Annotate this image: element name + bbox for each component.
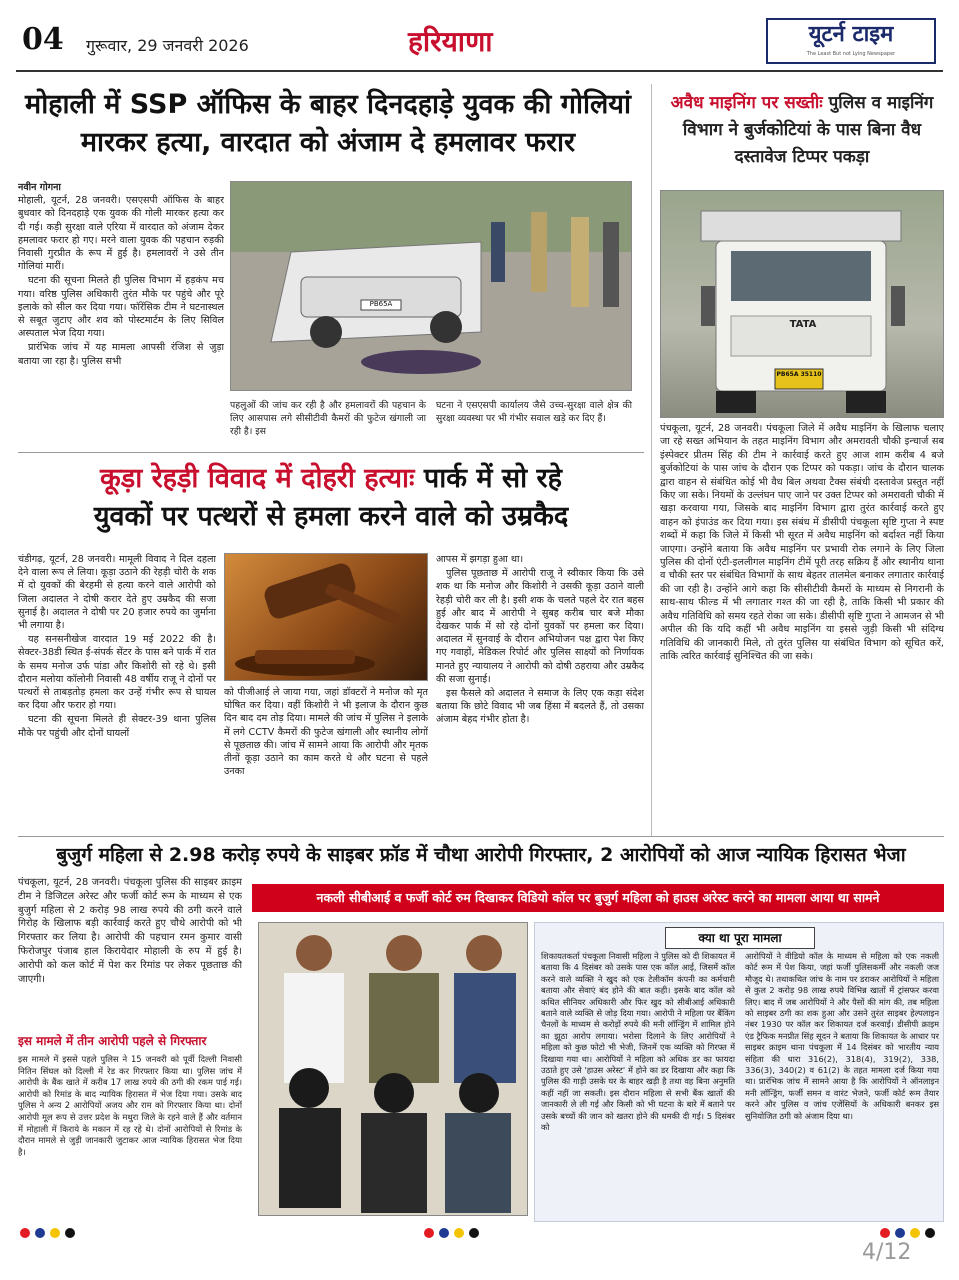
logo-text: यूटर्न टाइम xyxy=(808,22,894,47)
story1-caption-col3: घटना ने एसएसपी कार्यालय जैसे उच्च-सुरक्षा वाले क्षेत्र की सुरक्षा व्यवस्था पर भी गंभीर सवाल खड़े कर दिए हैं। xyxy=(436,400,632,424)
story2-headline-black1: पार्क में सो रहे xyxy=(423,463,562,494)
story3-headline xyxy=(660,90,944,171)
case-details-paragraph: शिकायतकर्ता पंचकूला निवासी महिला ने पुलिस को दी शिकायत में बताया कि 4 दिसंबर को उसके पास एक कॉल आई, जिसमें कॉल करने वाले व्यक्ति ने खुद को एक टेलीकॉम कंपनी का कर्मचारी बताया और सेवाएं बंद होने की बात कही। इसके बाद कॉल को कथित सीनियर अधिकारी और फिर खुद को सीबीआई अधिकारी बताने वाले व्यक्ति से जोड़ दिया गया। आरोपी ने महिला पर बैंकिंग चैनलों के माध्यम से करोड़ों रुपये की मनी लॉन्ड्रिंग में शामिल होने का झूठा आरोप लगाया। भरोसा दिलाने के लिए आरोपियों ने महिला को कुछ फोटो भी भेजी, जिनमें एक व्यक्ति को गिरफ्त में दिखाया गया था। आरोपियों ने महिला को अधिक डर का फायदा उठाते हुए उसे 'हाउस अरेस्ट' में होने का डर दिखाया और कहा कि पुलिस की गाड़ी उसके घर के बाहर खड़ी है तथा वह बिना अनुमति कहीं नहीं जा सकती। इस दौरान महिला से सभी बैंक खातों की जानकारी ले ली गई और किसी को भी घटना के बारे में बताने पर उसके बच्चों की जान को खतरा होने की धमकी दी गई। 5 दिसंबर को xyxy=(541,951,735,1133)
story1-paragraph: मोहाली, यूटर्न, 28 जनवरी। एसएसपी ऑफिस के बाहर बुधवार को दिनदहाड़े एक युवक की गोली मारकर हत्या कर दी गई। कड़ी सुरक्षा वाले एरिया में वारदात को अंजाम देकर हमलावर फरार हो गए। मरने वाला युवक की पहचान रुड़की निवासी गुरप्रीत के रूप में हुई है। हमलावरों ने उसे तीन गोलियां मारीं। xyxy=(18,195,224,273)
story3-body xyxy=(660,422,944,832)
truck-plate: PB65A 35110 xyxy=(776,371,822,378)
story2-paragraph: को पीजीआई ले जाया गया, जहां डॉक्टरों ने मनोज को मृत घोषित कर दिया। वहीं किशोरी ने भी इलाज के दौरान कुछ दिन बाद दम तोड़ दिया। मामले की जांच में पुलिस ने इलाके में लगे CCTV कैमरों की फुटेज खंगाली और स्थानीय लोगों से पूछताछ की। जांच में सामने आया कि आरोपी और मृतक तीनों कूड़ा उठाने का काम करते थे और घटना से पहले उनका xyxy=(224,687,428,778)
color-dot xyxy=(50,1228,60,1238)
story1-caption-col2: पहलुओं की जांच कर रही है और हमलावरों की पहचान के लिए आसपास लगे सीसीटीवी कैमरों की फुटेज खंगाली जा रही है। इस xyxy=(230,400,426,437)
section-title: हरियाणा xyxy=(408,25,493,58)
page-indicator[interactable]: 4/12 xyxy=(862,1240,912,1265)
footer-dots-right xyxy=(880,1228,935,1238)
story3-bottom-rule xyxy=(18,836,944,837)
story4-lead xyxy=(18,876,242,1026)
story2-paragraph: चंडीगढ़, यूटर्न, 28 जनवरी। मामूली विवाद ने दिल दहला देने वाला रूप ले लिया। कूड़ा उठाने की रेहड़ी चोरी के शक में दो युवकों की बेरहमी से हत्या करने वाले आरोपी को जिला अदालत ने दोषी करार देते हुए उम्रकैद की सजा सुनाई है। अदालत ने दोषी पर 20 हजार रुपये का जुर्माना भी लगाया है। xyxy=(18,554,216,632)
story4-headline: बुजुर्ग महिला से 2.98 करोड़ रुपये के साइबर फ्रॉड में चौथा आरोपी गिरफ्तार, 2 आरोपियों को आज न्यायिक हिरासत भेजा xyxy=(56,844,906,866)
car-number-plate: PB65A xyxy=(369,300,393,308)
story4-sub-paragraph: इस मामले में इससे पहले पुलिस ने 15 जनवरी को पूर्वी दिल्ली निवासी नितिन सिंघल को दिल्ली में रेड कर गिरफ्तार किया था। पुलिस जांच में आरोपी के बैंक खाते में करीब 17 लाख रुपये की ठगी की रकम पाई गई। आरोपी को रिमांड के बाद न्यायिक हिरासत में भेज दिया गया। उसके बाद पुलिस ने अन्य 2 आरोपियों अजय और राम को गिरफ्तार किया था। दोनों आरोपी मूल रूप से उत्तर प्रदेश के मथुरा जिले के रहने वाले हैं और वर्तमान में मोहाली में किराये के मकान में रह रहे थे। दोनों आरोपियों से रिमांड के दौरान मामले से जुड़ी जानकारी जुटाकर आज न्यायिक हिरासत भेज दिया है। xyxy=(18,1054,242,1157)
color-dot xyxy=(35,1228,45,1238)
story1-byline: नवीन गोगना xyxy=(18,182,61,193)
masthead-rule xyxy=(16,70,943,72)
color-dot xyxy=(439,1228,449,1238)
story2-paragraph: आपस में झगड़ा हुआ था। xyxy=(436,554,524,565)
footer-dots-left xyxy=(20,1228,75,1238)
story1-crime-scene-photo xyxy=(230,181,632,391)
color-dot xyxy=(895,1228,905,1238)
truck-illustration xyxy=(661,191,944,418)
story3-paragraph: पंचकूला, यूटर्न, 28 जनवरी। पंचकूला जिले में अवैध माइनिंग के खिलाफ चलाए जा रहे सख्त अभियान के तहत माइनिंग विभाग और अमरावती चौकी इन्चार्ज सब इंस्पेक्टर प्रीतम सिंह की टीम ने कार्रवाई करते हुए आज शाम करीब 4 बजे बुर्जकोटियां के पास जांच के दौरान एक टिप्पर को पकड़ा। जांच के दौरान चालक द्वारा वाहन से संबंधित कोई भी वैध बिल अथवा टैक्स संबंधी दस्तावेज प्रस्तुत नहीं किए जा सके। नियमों के उल्लंघन पाए जाने पर उक्त टिप्पर को अमरावती चौकी में खड़ा करवाया गया, जिसके बाद माइनिंग विभाग द्वारा तुरंत कार्रवाई करते हुए वाहन को इंपाउंड कर दिया गया। इस संबंध में डीसीपी पंचकूला सृष्टि गुप्ता ने स्पष्ट शब्दों में कहा कि जिले में किसी भी सूरत में अवैध माइनिंग को बर्दाश्त नहीं किया जाएगा। उन्होंने बताया कि अवैध माइनिंग पर प्रभावी रोक लगाने के लिए जिला पुलिस की दोनों एंटी-इललीगल माइनिंग टीमें पूरी तरह सक्रिय हैं और स्थानीय थाना व चौकी स्तर पर संबंधित विभागों के साथ बेहतर तालमेल बनाकर लगातार कार्रवाई की जा रही है। उन्होंने आगे कहा कि सीसीटीवी कैमरों के माध्यम से निगरानी के साथ-साथ फील्ड में भी लगातार गश्त की जा रही है, ताकि किसी भी प्रकार की अवैध गतिविधि को समय रहते रोका जा सके। डीसीपी सृष्टि गुप्ता ने आमजन से भी अपील की कि यदि कहीं भी अवैध माइनिंग या इससे जुड़ी किसी भी संदिग्ध गतिविधि की जानकारी मिले, तो तुरंत पुलिस या संबंधित विभाग को सूचित करें, ताकि त्वरित कार्रवाई सुनिश्चित की जा सके। xyxy=(660,423,944,662)
case-details-paragraph: आरोपियों ने वीडियो कॉल के माध्यम से महिला को एक नकली कोर्ट रूम में पेश किया, जहां फर्जी पुलिसकर्मी और नकली जज मौजूद थे। तथाकथित जांच के नाम पर डराकर आरोपियों ने महिला से कुल 2 करोड़ 98 लाख रुपये विभिन्न खातों में ट्रांसफर करवा लिए। बाद में जब आरोपियों ने और पैसों की मांग की, तब महिला को साइबर ठगी का शक हुआ और उसने तुरंत साइबर हेल्पलाइन नंबर 1930 पर कॉल कर शिकायत दर्ज करवाई। डीसीपी क्राइम एंड ट्रैफिक मनप्रीत सिंह सूदन ने बताया कि शिकायत के आधार पर साइबर क्राइम थाना पंचकूला में 14 दिसंबर को भारतीय न्याय संहिता की धारा 316(2), 318(4), 319(2), 338, 336(3), 340(2) व 61(2) के तहत मामला दर्ज किया गया था। प्रारंभिक जांच में सामने आया है कि आरोपियों ने ऑनलाइन मनी लॉन्ड्रिंग, फर्जी समन व वारंट भेजने, फर्जी कोर्ट रूम तैयार करने और पुलिस व जांच एजेंसियों के अधिकारी बनकर इस सुनियोजित ठगी को अंजाम दिया था। xyxy=(745,951,939,1121)
story1-paragraph: प्रारंभिक जांच में यह मामला आपसी रंजिश से जुड़ा बताया जा रहा है। पुलिस सभी xyxy=(18,342,224,367)
truck-brand: TATA xyxy=(789,319,817,330)
logo-tagline: The Least But not Lying Newspaper xyxy=(806,51,896,57)
case-details-col2 xyxy=(745,951,939,1217)
color-dot xyxy=(65,1228,75,1238)
issue-date: गुरूवार, 29 जनवरी 2026 xyxy=(86,36,249,55)
color-dot xyxy=(880,1228,890,1238)
story1-body xyxy=(18,181,224,441)
color-dot xyxy=(20,1228,30,1238)
right-column-divider xyxy=(651,84,652,836)
logo xyxy=(766,18,936,64)
story2-headline-red: कूड़ा रेहड़ी विवाद में दोहरी हत्याः xyxy=(100,463,415,494)
story1-headline: मोहाली में SSP ऑफिस के बाहर दिनदहाड़े युवक की गोलियां मारकर हत्या, वारदात को अंजाम दे हमलावर फरार xyxy=(25,89,631,158)
crime-scene-illustration xyxy=(231,182,632,391)
story4-subtext xyxy=(18,1054,242,1214)
story3-tipper-truck-photo xyxy=(660,190,944,418)
story2-paragraph: घटना की सूचना मिलते ही सेक्टर-39 थाना पुलिस मौके पर पहुंची और दोनों घायलों xyxy=(18,714,216,739)
color-dot xyxy=(469,1228,479,1238)
color-dot xyxy=(925,1228,935,1238)
gavel-illustration xyxy=(225,554,428,681)
case-details-box xyxy=(534,922,944,1222)
story4-subhead: इस मामले में तीन आरोपी पहले से गिरफ्तार xyxy=(18,1034,207,1048)
story2-headline xyxy=(18,460,644,536)
story2-paragraph: इस फैसले को अदालत ने समाज के लिए एक कड़ा संदेश बताया कि छोटे विवाद भी जब हिंसा में बदलते हैं, तो उसका अंजाम बेहद गंभीर होता है। xyxy=(436,688,644,726)
color-dot xyxy=(424,1228,434,1238)
story2-col2 xyxy=(224,686,428,831)
color-dot xyxy=(910,1228,920,1238)
footer-dots-center xyxy=(424,1228,479,1238)
story1-bottom-rule xyxy=(18,452,644,453)
story2-headline-black2: युवकों पर पत्थरों से हमला करने वाले को उम्रकैद xyxy=(93,501,569,532)
police-with-accused-illustration xyxy=(259,923,528,1216)
story2-gavel-photo xyxy=(224,553,428,681)
story2-paragraph: पुलिस पूछताछ में आरोपी राजू ने स्वीकार किया कि उसे शक था कि मनोज और किशोरी ने उसकी कूड़ा उठाने वाली रेहड़ी चोरी कर ली है। इसी शक के चलते पहले देर रात बहस हुई और बाद में आरोपी ने सुबह करीब चार बजे मौका देखकर पार्क में सो रहे दोनों युवकों पर हमला कर दिया। अदालत में सुनवाई के दौरान अभियोजन पक्ष द्वारा पेश किए गए गवाहों, मेडिकल रिपोर्ट और पुलिस साक्ष्यों को निर्णायक मानते हुए न्यायालय ने आरोपी को दोषी ठहराया और उम्रकैद की सजा सुनाई। xyxy=(436,568,644,685)
case-details-title: क्या था पूरा मामला xyxy=(665,927,815,949)
story4-banner: नकली सीबीआई व फर्जी कोर्ट रुम दिखाकर विडियो कॉल पर बुजुर्ग महिला को हाउस अरेस्ट करने का मामला आया था सामने xyxy=(252,884,944,912)
story2-col3 xyxy=(436,553,644,831)
story3-headline-black: पुलिस व माइनिंग विभाग ने बुर्जकोटियां के पास बिना वैध दस्तावेज टिप्पर पकड़ा xyxy=(682,93,934,167)
story2-col1 xyxy=(18,553,216,831)
case-details-col1 xyxy=(541,951,735,1217)
masthead xyxy=(0,0,959,74)
page-number: 04 xyxy=(22,22,64,57)
story3-headline-red: अवैध माइनिंग पर सख्तीः xyxy=(670,93,823,113)
color-dot xyxy=(454,1228,464,1238)
story1-paragraph: घटना की सूचना मिलते ही पुलिस विभाग में हड़कंप मच गया। वरिष्ठ पुलिस अधिकारी तुरंत मौके पर पहुंचे और पूरे इलाके को सील कर दिया गया। फॉरेंसिक टीम ने घटनास्थल से सबूत जुटाए और शव को पोस्टमार्टम के लिए सिविल अस्पताल भेज दिया गया। xyxy=(18,275,224,340)
story2-paragraph: यह सनसनीखेज वारदात 19 मई 2022 की है। सेक्टर-38डी स्थित ई-संपर्क सेंटर के पास बने पार्क में रात के समय मनोज उर्फ पांडा और किशोरी सो रहे थे। इसी दौरान मलोया कॉलोनी निवासी 48 वर्षीय राजू ने दोनों पर पत्थरों से ताबड़तोड़ हमला कर उन्हें गंभीर रूप से घायल कर दिया और फरार हो गया। xyxy=(18,634,216,712)
story4-lead-paragraph: पंचकूला, यूटर्न, 28 जनवरी। पंचकूला पुलिस की साइबर क्राइम टीम ने डिजिटल अरेस्ट और फर्जी कोर्ट रूम के माध्यम से एक बुजुर्ग महिला से 2 करोड़ 98 लाख रुपये की ठगी करने वाले गिरोह के खिलाफ बड़ी कार्रवाई करते हुए चौथे आरोपी को भी गिरफ्तार कर लिया है। आरोपी की पहचान रमन कुमार वासी फिरोजपुर पंजाब हाल किरायेदार मोहाली के रुप में हुई है। आरोपी को कल कोर्ट में पेश कर रिमांड पर लेकर पूछताछ की जाएगी। xyxy=(18,877,242,985)
story4-accused-photo xyxy=(258,922,528,1216)
